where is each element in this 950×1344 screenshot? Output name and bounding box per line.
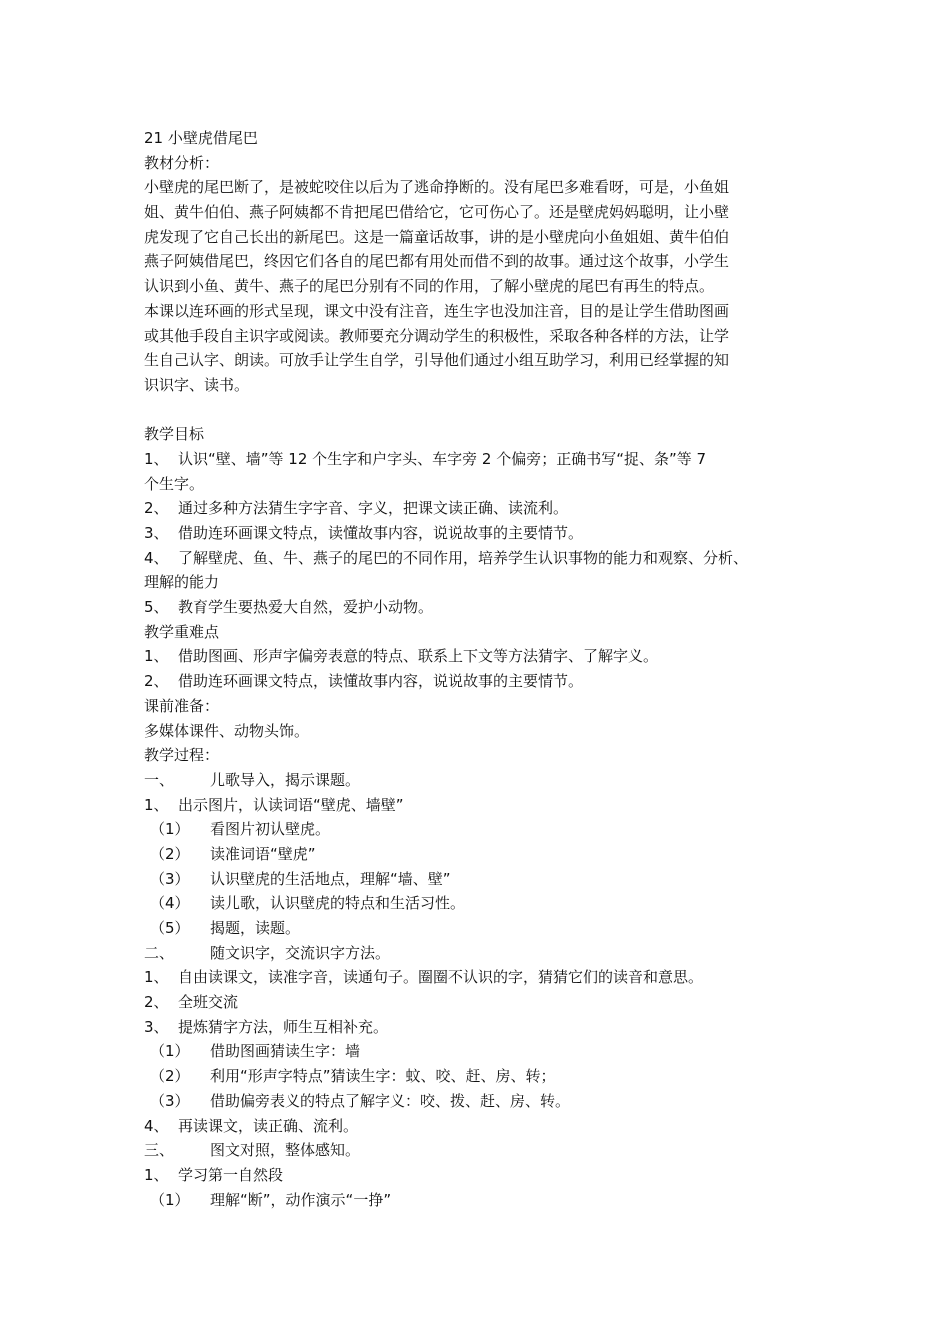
goal-number: 3、 (144, 524, 169, 542)
goals-heading: 教学目标 (144, 425, 205, 444)
step-text: 出示图片，认读词语“壁虎、墙壁” (178, 795, 404, 814)
step-number: 4、 (144, 1116, 169, 1135)
keypoint-number: 1、 (144, 647, 169, 666)
substep-number: （1） (150, 1042, 190, 1061)
analysis-para2-line: 本课以连环画的形式呈现，课文中没有注音，连生字也没加注音，目的是让学生借助图画 (144, 301, 730, 320)
keypoint-text: 借助连环画课文特点，读懂故事内容，说说故事的主要情节。 (178, 672, 584, 691)
goal-text: 认识“壁、墙”等 12 个生字和户字头、车字旁 2 个偏旁；正确书写“捉、条”等 7 (178, 449, 707, 468)
step-text: 全班交流 (178, 993, 239, 1012)
step-number: 1、 (144, 1165, 169, 1184)
goal-number: 4、 (144, 548, 169, 567)
goal-number: 1、 (144, 449, 169, 468)
goal-number: 5、 (144, 598, 169, 617)
process-substep (144, 916, 824, 941)
process-substep (144, 867, 824, 892)
goal-text: 教育学生要热爱大自然，爱护小动物。 (178, 598, 434, 617)
analysis-para1-line: 虎发现了它自己长出的新尾巴。这是一篇童话故事，讲的是小壁虎向小鱼姐姐、黄牛伯伯 (144, 227, 730, 246)
goal-number: 2、 (144, 499, 169, 518)
goal-item (144, 447, 824, 472)
analysis-para1-line: 认识到小鱼、黄牛、燕子的尾巴分别有不同的作用，了解小壁虎的尾巴有再生的特点。 (144, 277, 715, 296)
process-step (144, 793, 824, 818)
substep-number: （3） (150, 1091, 190, 1110)
substep-number: （4） (150, 894, 190, 913)
step-number: 2、 (144, 993, 169, 1012)
process-substep (144, 842, 824, 867)
process-step (144, 990, 824, 1015)
lesson-title: 21 小壁虎借尾巴 (144, 129, 258, 147)
goal-item-continuation: 个生字。 (144, 474, 205, 493)
process-substep (144, 1064, 824, 1089)
substep-number: （1） (150, 1190, 190, 1209)
step-number: 3、 (144, 1017, 169, 1036)
process-section (144, 768, 824, 793)
analysis-para2-line: 识识字、读书。 (144, 375, 250, 394)
section-title: 儿歌导入，揭示课题。 (210, 770, 361, 789)
substep-number: （1） (150, 820, 190, 839)
section-number: 一、 (144, 770, 175, 789)
step-text: 自由读课文，读准字音，读通句子。圈圈不认识的字，猜猜它们的读音和意思。 (178, 968, 704, 987)
substep-number: （2） (150, 844, 190, 863)
analysis-para1-line: 姐、黄牛伯伯、燕子阿姨都不肯把尾巴借给它，它可伤心了。还是壁虎妈妈聪明，让小壁 (144, 203, 730, 222)
substep-text: 认识壁虎的生活地点，理解“墙、壁” (210, 869, 451, 888)
keypoint-item (144, 644, 824, 669)
goal-item-continuation: 理解的能力 (144, 573, 220, 592)
goal-item (144, 595, 824, 620)
process-step (144, 965, 824, 990)
substep-text: 看图片初认壁虎。 (210, 820, 331, 839)
process-substep (144, 1188, 824, 1213)
keypoints-heading: 教学重难点 (144, 622, 220, 641)
prep-text: 多媒体课件、动物头饰。 (144, 721, 310, 740)
analysis-para2-line: 或其他手段自主识字或阅读。教师要充分调动学生的积极性，采取各种各样的方法，让学 (144, 326, 730, 345)
substep-text: 揭题，读题。 (210, 919, 301, 937)
substep-text: 读准词语“壁虎” (210, 844, 316, 863)
keypoint-item (144, 669, 824, 694)
process-heading: 教学过程： (144, 746, 220, 765)
process-section (144, 1138, 824, 1163)
analysis-para1-line: 燕子阿姨借尾巴，终因它们各自的尾巴都有用处而借不到的故事。通过这个故事，小学生 (144, 252, 730, 271)
blank-line (144, 398, 824, 423)
section-title: 随文识字，交流识字方法。 (210, 943, 391, 962)
process-substep (144, 891, 824, 916)
step-text: 再读课文，读正确、流利。 (178, 1116, 359, 1135)
substep-text: 理解“断”，动作演示“一挣” (210, 1190, 392, 1209)
process-substep (144, 1089, 824, 1114)
step-number: 1、 (144, 795, 169, 814)
keypoint-text: 借助图画、形声字偏旁表意的特点、联系上下文等方法猜字、了解字义。 (178, 647, 659, 666)
document-page (144, 126, 824, 1212)
section-number: 二、 (144, 943, 175, 962)
process-section (144, 941, 824, 966)
goal-text: 借助连环画课文特点，读懂故事内容，说说故事的主要情节。 (178, 524, 584, 542)
process-substep (144, 817, 824, 842)
goal-text: 通过多种方法猜生字字音、字义，把课文读正确、读流利。 (178, 499, 569, 518)
process-step (144, 1015, 824, 1040)
step-text: 提炼猜字方法，师生互相补充。 (178, 1017, 389, 1036)
substep-number: （2） (150, 1067, 190, 1086)
prep-heading: 课前准备： (144, 696, 220, 715)
substep-text: 借助偏旁表义的特点了解字义：咬、拨、赶、房、转。 (210, 1091, 571, 1110)
goal-item (144, 521, 824, 546)
step-number: 1、 (144, 968, 169, 987)
substep-text: 利用“形声字特点”猜读生字：蚊、咬、赶、房、转； (210, 1067, 556, 1086)
goal-item (144, 496, 824, 521)
goal-text: 了解壁虎、鱼、牛、燕子的尾巴的不同作用，培养学生认识事物的能力和观察、分析、 (178, 548, 749, 567)
substep-text: 借助图画猜读生字：墙 (210, 1042, 361, 1061)
section-number: 三、 (144, 1141, 175, 1160)
process-substep (144, 1039, 824, 1064)
analysis-para2-line: 生自己认字、朗读。可放手让学生自学，引导他们通过小组互助学习，利用已经掌握的知 (144, 351, 730, 370)
goal-item (144, 546, 824, 571)
substep-number: （5） (150, 919, 190, 937)
substep-text: 读儿歌，认识壁虎的特点和生活习性。 (210, 894, 466, 913)
step-text: 学习第一自然段 (178, 1165, 284, 1184)
section-title: 图文对照，整体感知。 (210, 1141, 361, 1160)
keypoint-number: 2、 (144, 672, 169, 691)
analysis-heading: 教材分析： (144, 153, 220, 172)
process-step (144, 1163, 824, 1188)
analysis-para1-line: 小壁虎的尾巴断了，是被蛇咬住以后为了逃命挣断的。没有尾巴多难看呀，可是，小鱼姐 (144, 178, 730, 197)
process-step (144, 1114, 824, 1139)
substep-number: （3） (150, 869, 190, 888)
